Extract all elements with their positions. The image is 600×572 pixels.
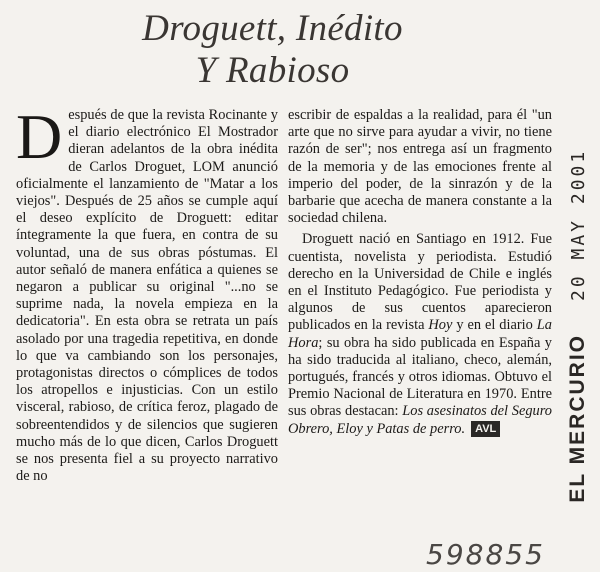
article-text: ; su obra ha sido publicada en España y ha sido traducida al italiano, checo, alemán, portugués, francés y otros idiomas. Obtuvo el Premio Nacional de Literatura en 1970. Entre sus obras destacan: — [288, 334, 552, 420]
publication-date: 20 MAY 2001 — [567, 148, 589, 302]
headline — [0, 8, 545, 92]
source-stamp — [560, 130, 596, 550]
catalog-number: 598855 — [426, 538, 545, 571]
article-column-right — [288, 107, 552, 438]
author-signature: AVL — [471, 421, 500, 437]
newspaper-title: La Hora — [288, 317, 552, 351]
article-paragraph: escribir de espaldas a la realidad, para él "un arte que no sirve para ayudar a vivir, no tiene razón de ser"; nos entrega así un fragmento de la memoria y de las emociones frente al imperio del poder, de la sinrazón y de la barbarie que acecha de manera constante a la sociedad chilena. — [288, 107, 552, 227]
article-text: y en el diario — [452, 317, 537, 334]
works-titles: Los asesinatos del Seguro Obrero, Eloy y Patas de perro. — [288, 403, 552, 437]
magazine-title: Hoy — [428, 317, 453, 334]
article-paragraph-bio — [288, 231, 552, 437]
headline-line-2: Y Rabioso — [195, 50, 350, 91]
article-paragraph — [16, 101, 278, 485]
article-text: Droguett nació en Santiago en 1912. Fue cuentista, novelista y periodista. Estudió derecho en la Universidad de Chile e inglés en el Instituto Pedagógico. Fue periodista y algunos de sus cuentos aparecieron publicados en la revista — [288, 231, 552, 334]
headline-line-1: Droguett, Inédito — [142, 8, 403, 49]
article-column-left — [16, 101, 278, 485]
newspaper-name: EL MERCURIO — [566, 334, 589, 503]
drop-cap: D — [16, 101, 63, 172]
article-text: espués de que la revista Rocinante y el diario electrónico El Mostrador dieran adelantos de la obra inédita de Carlos Droguet, LOM anunció oficialmente el lanzamiento de "Matar a los viejos". Después de 25 años se cumple aquí el deseo explícito de Droguett: editar íntegramente la que fuera, en contra de su voluntad, una de sus obras póstumas. El autor señaló de manera enfática a quienes se negaron a publicar su original "...no se suprime nada, la novela empieza en la dedicatoria". En esta obra se retrata un país asolado por una tragedia repetitiva, en donde lo que va cambiando son los personajes, protagonistas directos o cómplices de todos los atropellos e injusticias. Con un estilo visceral, rabioso, de crítica feroz, plagado de sobreentendidos y de silencios que sugieren mucho más de lo que dicen, Carlos Droguett se nos presenta fiel a su proyecto narrativo de no — [16, 107, 278, 485]
